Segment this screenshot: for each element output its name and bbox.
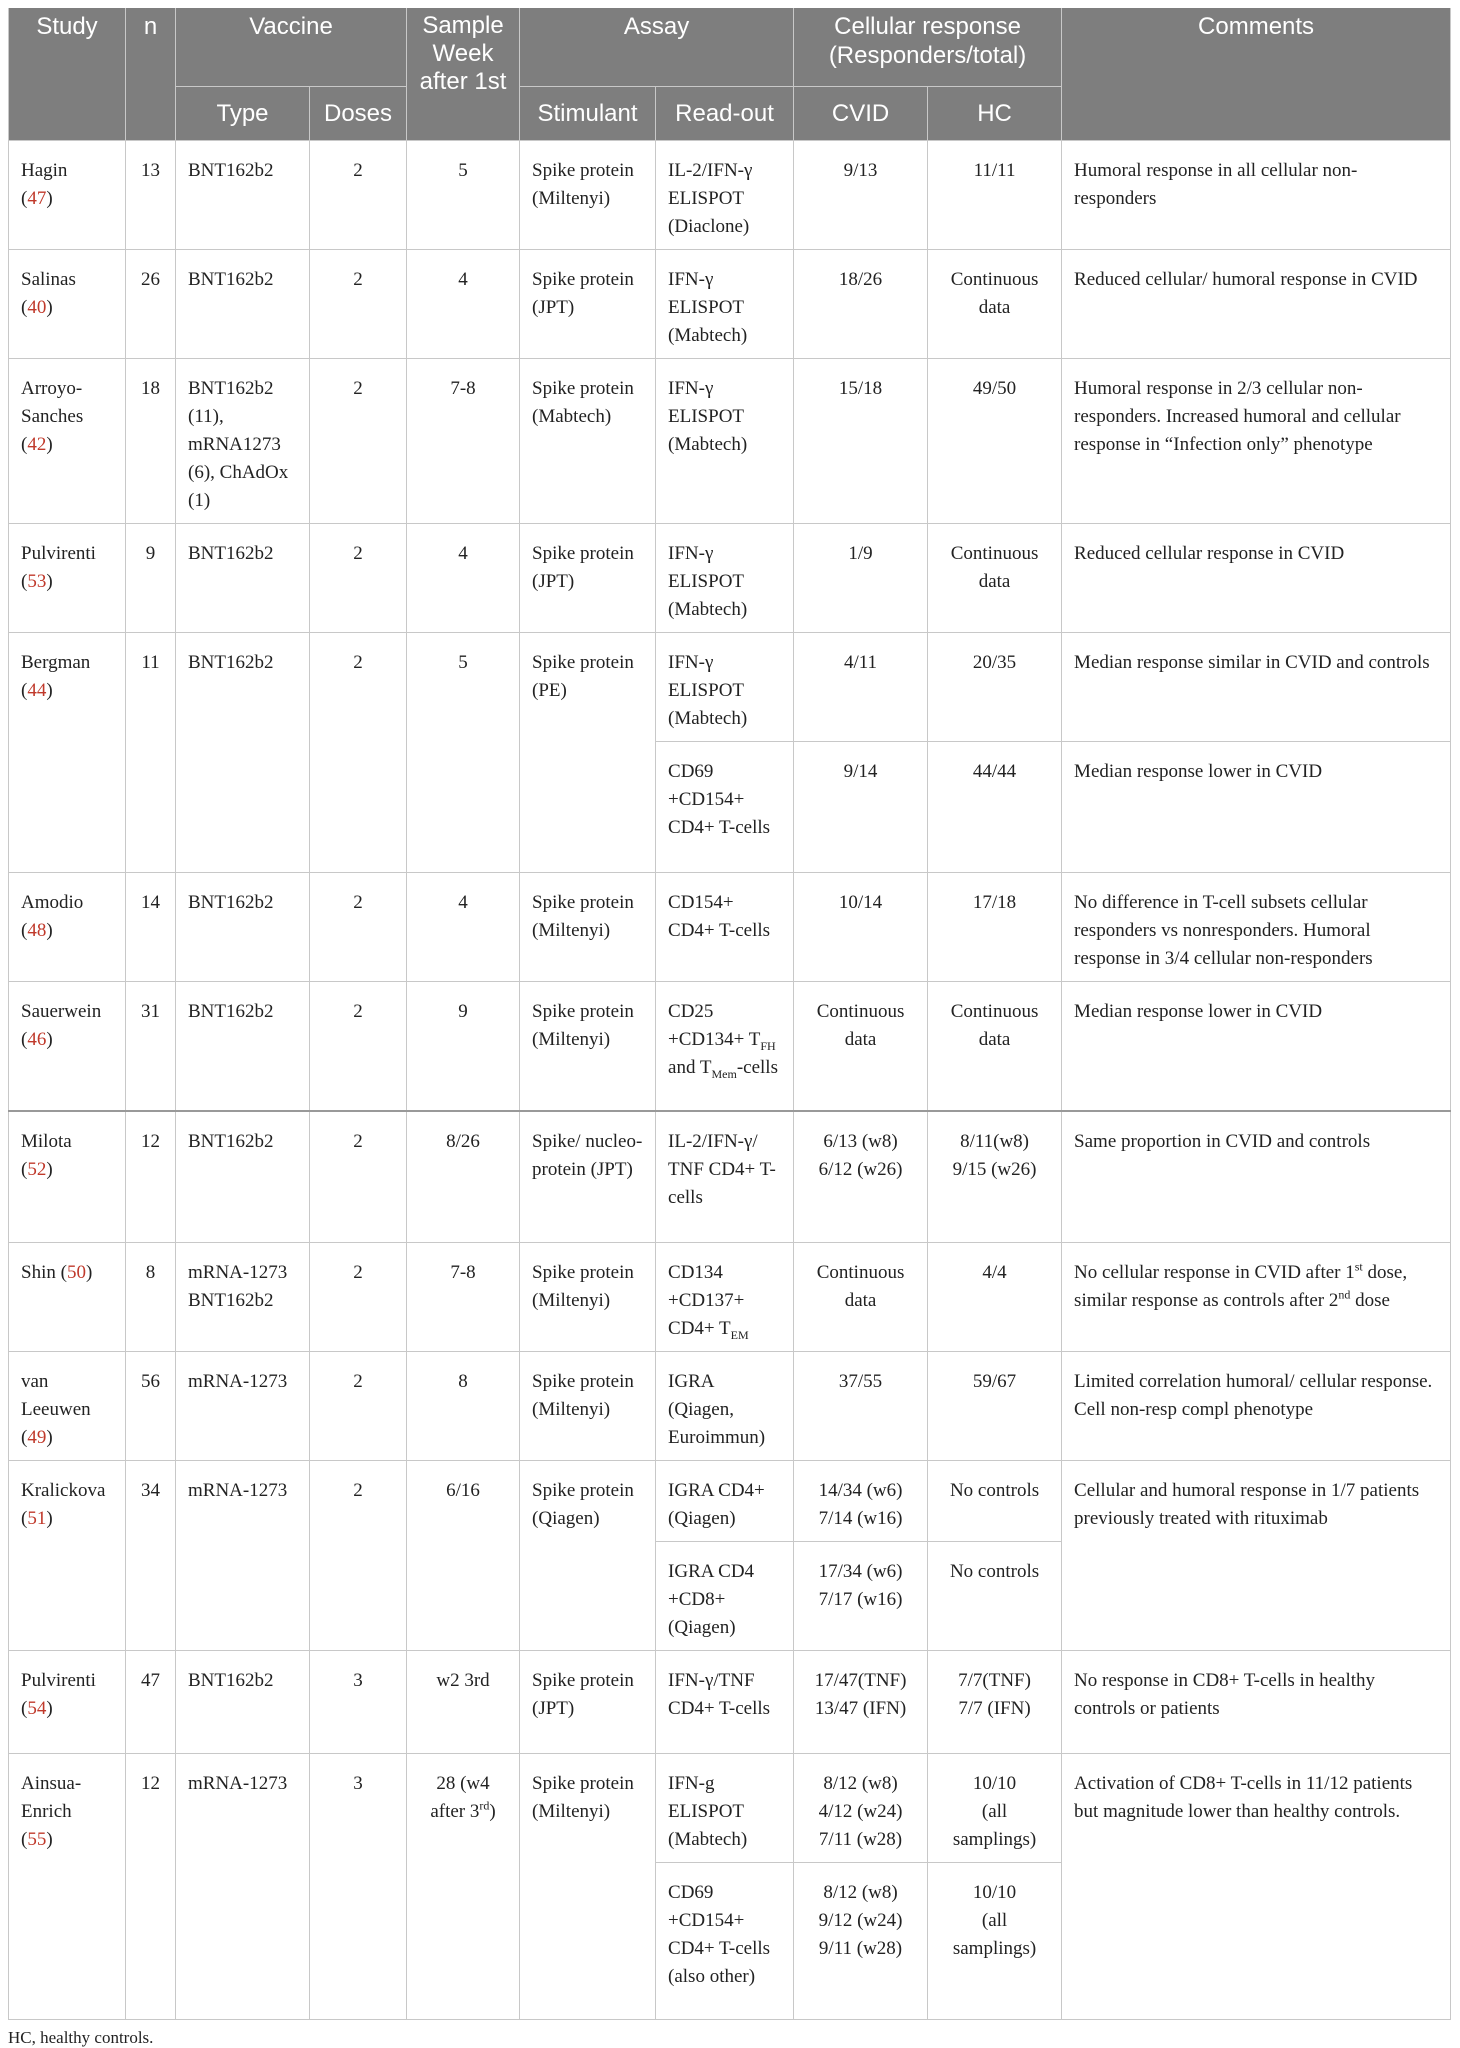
n-cell: 26 xyxy=(126,249,176,358)
header-sample-week: Sample Week after 1st xyxy=(407,8,520,140)
stimulant-cell: Spike protein (JPT) xyxy=(520,1650,656,1753)
header-stimulant: Stimulant xyxy=(520,86,656,140)
n-cell: 9 xyxy=(126,523,176,632)
study-cell: Kralickova (51) xyxy=(9,1460,126,1650)
cvid-cell: 14/34 (w6) 7/14 (w16) xyxy=(794,1460,928,1541)
header-n: n xyxy=(126,8,176,140)
hc-cell: 11/11 xyxy=(928,140,1062,249)
doses-cell: 3 xyxy=(310,1650,407,1753)
vaccine-type-cell: mRNA-1273 xyxy=(176,1460,310,1650)
comments-cell: Humoral response in all cellular non-responders xyxy=(1062,140,1451,249)
study-cell: Ainsua-Enrich (55) xyxy=(9,1753,126,2019)
reference-link[interactable]: 51 xyxy=(27,1507,47,1529)
vaccine-type-cell: BNT162b2 xyxy=(176,1650,310,1753)
week-cell: 4 xyxy=(407,523,520,632)
comments-cell: Activation of CD8+ T-cells in 11/12 patients but magnitude lower than healthy controls. xyxy=(1062,1753,1451,2019)
cvid-cell: Continuous data xyxy=(794,981,928,1111)
doses-cell: 3 xyxy=(310,1753,407,2019)
week-cell: 8 xyxy=(407,1351,520,1460)
vaccine-type-cell: BNT162b2 xyxy=(176,140,310,249)
n-cell: 34 xyxy=(126,1460,176,1650)
cvid-cell: 8/12 (w8) 9/12 (w24) 9/11 (w28) xyxy=(794,1862,928,2019)
hc-cell: No controls xyxy=(928,1460,1062,1541)
week-cell: 5 xyxy=(407,632,520,872)
reference-link[interactable]: 52 xyxy=(27,1159,47,1180)
table-row xyxy=(9,1753,1451,1862)
readout-cell: IL-2/IFN-γ/ TNF CD4+ T-cells xyxy=(656,1111,794,1242)
reference-link[interactable]: 42 xyxy=(27,433,47,455)
doses-cell: 2 xyxy=(310,632,407,872)
study-cell: Arroyo-Sanches (42) xyxy=(9,358,126,523)
header-vaccine-doses: Doses xyxy=(310,86,407,140)
header-assay: Assay xyxy=(520,8,794,86)
comments-cell: Limited correlation humoral/ cellular response. Cell non-resp compl phenotype xyxy=(1062,1351,1451,1460)
hc-cell: 20/35 xyxy=(928,632,1062,741)
week-cell: 8/26 xyxy=(407,1111,520,1242)
comments-cell: Median response lower in CVID xyxy=(1062,981,1451,1111)
table-row xyxy=(9,1460,1451,1541)
table-row xyxy=(9,872,1451,981)
doses-cell: 2 xyxy=(310,1460,407,1650)
study-cell: Amodio (48) xyxy=(9,872,126,981)
vaccine-type-cell: mRNA-1273 xyxy=(176,1351,310,1460)
readout-cell: IFN-γ ELISPOT (Mabtech) xyxy=(656,632,794,741)
comments-cell: Reduced cellular/ humoral response in CVID xyxy=(1062,249,1451,358)
study-cell: Shin (50) xyxy=(9,1242,126,1351)
vaccine-type-cell: BNT162b2 (11), mRNA1273 (6), ChAdOx (1) xyxy=(176,358,310,523)
header-row-1 xyxy=(9,8,1451,86)
readout-cell: CD69 +CD154+ CD4+ T-cells xyxy=(656,741,794,872)
reference-link[interactable]: 44 xyxy=(27,679,47,701)
stimulant-cell: Spike protein (Mabtech) xyxy=(520,358,656,523)
comments-cell: No difference in T-cell subsets cellular responders vs nonresponders. Humoral response in 3/4 cellular non-responders xyxy=(1062,872,1451,981)
study-cell: Pulvirenti (54) xyxy=(9,1650,126,1753)
comments-cell: Humoral response in 2/3 cellular non-responders. Increased humoral and cellular response in “Infection only” phenotype xyxy=(1062,358,1451,523)
stimulant-cell: Spike protein (Miltenyi) xyxy=(520,1753,656,2019)
hc-cell: 4/4 xyxy=(928,1242,1062,1351)
hc-cell: Continuous data xyxy=(928,523,1062,632)
vaccine-type-cell: mRNA-1273 xyxy=(176,1753,310,2019)
week-cell: 9 xyxy=(407,981,520,1111)
reference-link[interactable]: 54 xyxy=(27,1697,47,1719)
n-cell: 8 xyxy=(126,1242,176,1351)
readout-cell: CD69 +CD154+ CD4+ T-cells (also other) xyxy=(656,1862,794,2019)
header-hc: HC xyxy=(928,86,1062,140)
reference-link[interactable]: 55 xyxy=(27,1828,47,1850)
cvid-cell: 10/14 xyxy=(794,872,928,981)
vaccine-type-cell: BNT162b2 xyxy=(176,1111,310,1242)
stimulant-cell: Spike protein (Qiagen) xyxy=(520,1460,656,1650)
doses-cell: 2 xyxy=(310,981,407,1111)
cvid-cell: 9/14 xyxy=(794,741,928,872)
reference-link[interactable]: 48 xyxy=(27,919,47,941)
comments-cell: No response in CD8+ T-cells in healthy controls or patients xyxy=(1062,1650,1451,1753)
table-row xyxy=(9,632,1451,741)
vaccine-response-table xyxy=(8,8,1451,2020)
readout-cell: CD154+ CD4+ T-cells xyxy=(656,872,794,981)
reference-link[interactable]: 47 xyxy=(27,187,47,209)
reference-link[interactable]: 40 xyxy=(27,296,47,318)
week-cell: w2 3rd xyxy=(407,1650,520,1753)
week-cell: 7-8 xyxy=(407,1242,520,1351)
reference-link[interactable]: 46 xyxy=(27,1028,47,1050)
study-cell: Bergman (44) xyxy=(9,632,126,872)
readout-cell: $CD134 +CD137+ CD4+ T_{EM}$ xyxy=(656,1242,794,1351)
week-cell: 4 xyxy=(407,249,520,358)
stimulant-cell: Spike protein (JPT) xyxy=(520,523,656,632)
table-row xyxy=(9,1111,1451,1242)
cvid-cell: 17/47(TNF) 13/47 (IFN) xyxy=(794,1650,928,1753)
hc-cell: 17/18 xyxy=(928,872,1062,981)
stimulant-cell: Spike protein (Miltenyi) xyxy=(520,872,656,981)
n-cell: 56 xyxy=(126,1351,176,1460)
week-cell: 7-8 xyxy=(407,358,520,523)
comments-cell: No cellular response in CVID after 1st dose, similar response as controls after 2nd dose xyxy=(1062,1242,1451,1351)
header-study: Study xyxy=(9,8,126,140)
reference-link[interactable]: 49 xyxy=(27,1426,47,1448)
study-cell: Salinas (40) xyxy=(9,249,126,358)
doses-cell: 2 xyxy=(310,1242,407,1351)
readout-cell: IFN-γ ELISPOT (Mabtech) xyxy=(656,358,794,523)
doses-cell: 2 xyxy=(310,249,407,358)
header-cellular-response: Cellular response (Responders/total) xyxy=(794,8,1062,86)
table-footnote: HC, healthy controls. xyxy=(8,2027,154,2047)
week-cell: 6/16 xyxy=(407,1460,520,1650)
stimulant-cell: Spike protein (Miltenyi) xyxy=(520,981,656,1111)
study-cell: Sauerwein (46) xyxy=(9,981,126,1111)
stimulant-cell: Spike/ nucleo-protein (JPT) xyxy=(520,1111,656,1242)
doses-cell: 2 xyxy=(310,140,407,249)
readout-cell: IL-2/IFN-γ ELISPOT (Diaclone) xyxy=(656,140,794,249)
table-row xyxy=(9,1650,1451,1753)
table-row xyxy=(9,140,1451,249)
table-row xyxy=(9,1351,1451,1460)
header-vaccine-type: Type xyxy=(176,86,310,140)
stimulant-cell: Spike protein (Miltenyi) xyxy=(520,1351,656,1460)
table-row xyxy=(9,1242,1451,1351)
stimulant-cell: Spike protein (PE) xyxy=(520,632,656,872)
study-cell: Pulvirenti (53) xyxy=(9,523,126,632)
readout-cell: IFN-γ ELISPOT (Mabtech) xyxy=(656,249,794,358)
hc-cell: No controls xyxy=(928,1541,1062,1650)
week-cell: 4 xyxy=(407,872,520,981)
vaccine-type-cell: BNT162b2 xyxy=(176,981,310,1111)
hc-cell: 10/10 (all samplings) xyxy=(928,1753,1062,1862)
vaccine-type-cell: BNT162b2 xyxy=(176,632,310,872)
hc-cell: 44/44 xyxy=(928,741,1062,872)
cvid-cell: 4/11 xyxy=(794,632,928,741)
comments-cell: Median response similar in CVID and controls xyxy=(1062,632,1451,741)
cvid-cell: 8/12 (w8) 4/12 (w24) 7/11 (w28) xyxy=(794,1753,928,1862)
hc-cell: 49/50 xyxy=(928,358,1062,523)
hc-cell: Continuous data xyxy=(928,249,1062,358)
reference-link[interactable]: 53 xyxy=(27,570,47,592)
table-row xyxy=(9,358,1451,523)
comments-cell: Reduced cellular response in CVID xyxy=(1062,523,1451,632)
vaccine-type-cell: BNT162b2 xyxy=(176,872,310,981)
n-cell: 13 xyxy=(126,140,176,249)
doses-cell: 2 xyxy=(310,1351,407,1460)
header-comments: Comments xyxy=(1062,8,1451,140)
vaccine-type-cell: BNT162b2 xyxy=(176,523,310,632)
study-cell: Milota (52) xyxy=(9,1111,126,1242)
readout-cell: IFN-g ELISPOT (Mabtech) xyxy=(656,1753,794,1862)
doses-cell: 2 xyxy=(310,1111,407,1242)
n-cell: 14 xyxy=(126,872,176,981)
n-cell: 12 xyxy=(126,1753,176,2019)
cvid-cell: 37/55 xyxy=(794,1351,928,1460)
readout-cell: IFN-γ ELISPOT (Mabtech) xyxy=(656,523,794,632)
n-cell: 12 xyxy=(126,1111,176,1242)
readout-cell: IGRA (Qiagen, Euroimmun) xyxy=(656,1351,794,1460)
hc-cell: 10/10 (all samplings) xyxy=(928,1862,1062,2019)
table-row xyxy=(9,523,1451,632)
week-cell: 5 xyxy=(407,140,520,249)
n-cell: 11 xyxy=(126,632,176,872)
cvid-cell: 9/13 xyxy=(794,140,928,249)
n-cell: 18 xyxy=(126,358,176,523)
cvid-cell: 17/34 (w6) 7/17 (w16) xyxy=(794,1541,928,1650)
readout-cell: $CD25 +CD134+ T_{FH}$ and $T_{Mem}$-cells xyxy=(656,981,794,1111)
hc-cell: 59/67 xyxy=(928,1351,1062,1460)
comments-cell: Median response lower in CVID xyxy=(1062,741,1451,872)
cvid-cell: 18/26 xyxy=(794,249,928,358)
table-row xyxy=(9,981,1451,1111)
table-container xyxy=(8,8,1450,2048)
cvid-cell: 6/13 (w8) 6/12 (w26) xyxy=(794,1111,928,1242)
comments-cell: Same proportion in CVID and controls xyxy=(1062,1111,1451,1242)
cvid-cell: Continuous data xyxy=(794,1242,928,1351)
stimulant-cell: Spike protein (JPT) xyxy=(520,249,656,358)
study-cell: van Leeuwen (49) xyxy=(9,1351,126,1460)
readout-cell: IFN-γ/TNF CD4+ T-cells xyxy=(656,1650,794,1753)
hc-cell: Continuous data xyxy=(928,981,1062,1111)
vaccine-type-cell: BNT162b2 xyxy=(176,249,310,358)
readout-cell: IGRA CD4 +CD8+ (Qiagen) xyxy=(656,1541,794,1650)
stimulant-cell: Spike protein (Miltenyi) xyxy=(520,1242,656,1351)
n-cell: 31 xyxy=(126,981,176,1111)
doses-cell: 2 xyxy=(310,872,407,981)
vaccine-type-cell: mRNA-1273 BNT162b2 xyxy=(176,1242,310,1351)
readout-cell: IGRA CD4+ (Qiagen) xyxy=(656,1460,794,1541)
table-row xyxy=(9,249,1451,358)
stimulant-cell: Spike protein (Miltenyi) xyxy=(520,140,656,249)
study-cell: Hagin (47) xyxy=(9,140,126,249)
header-readout: Read-out xyxy=(656,86,794,140)
header-cvid: CVID xyxy=(794,86,928,140)
comments-cell: Cellular and humoral response in 1/7 patients previously treated with rituximab xyxy=(1062,1460,1451,1650)
hc-cell: 8/11(w8) 9/15 (w26) xyxy=(928,1111,1062,1242)
reference-link[interactable]: 50 xyxy=(66,1261,86,1283)
cvid-cell: 15/18 xyxy=(794,358,928,523)
hc-cell: 7/7(TNF) 7/7 (IFN) xyxy=(928,1650,1062,1753)
header-vaccine: Vaccine xyxy=(176,8,407,86)
n-cell: 47 xyxy=(126,1650,176,1753)
doses-cell: 2 xyxy=(310,358,407,523)
week-cell: 28 (w4 after 3rd) xyxy=(407,1753,520,2019)
doses-cell: 2 xyxy=(310,523,407,632)
cvid-cell: 1/9 xyxy=(794,523,928,632)
